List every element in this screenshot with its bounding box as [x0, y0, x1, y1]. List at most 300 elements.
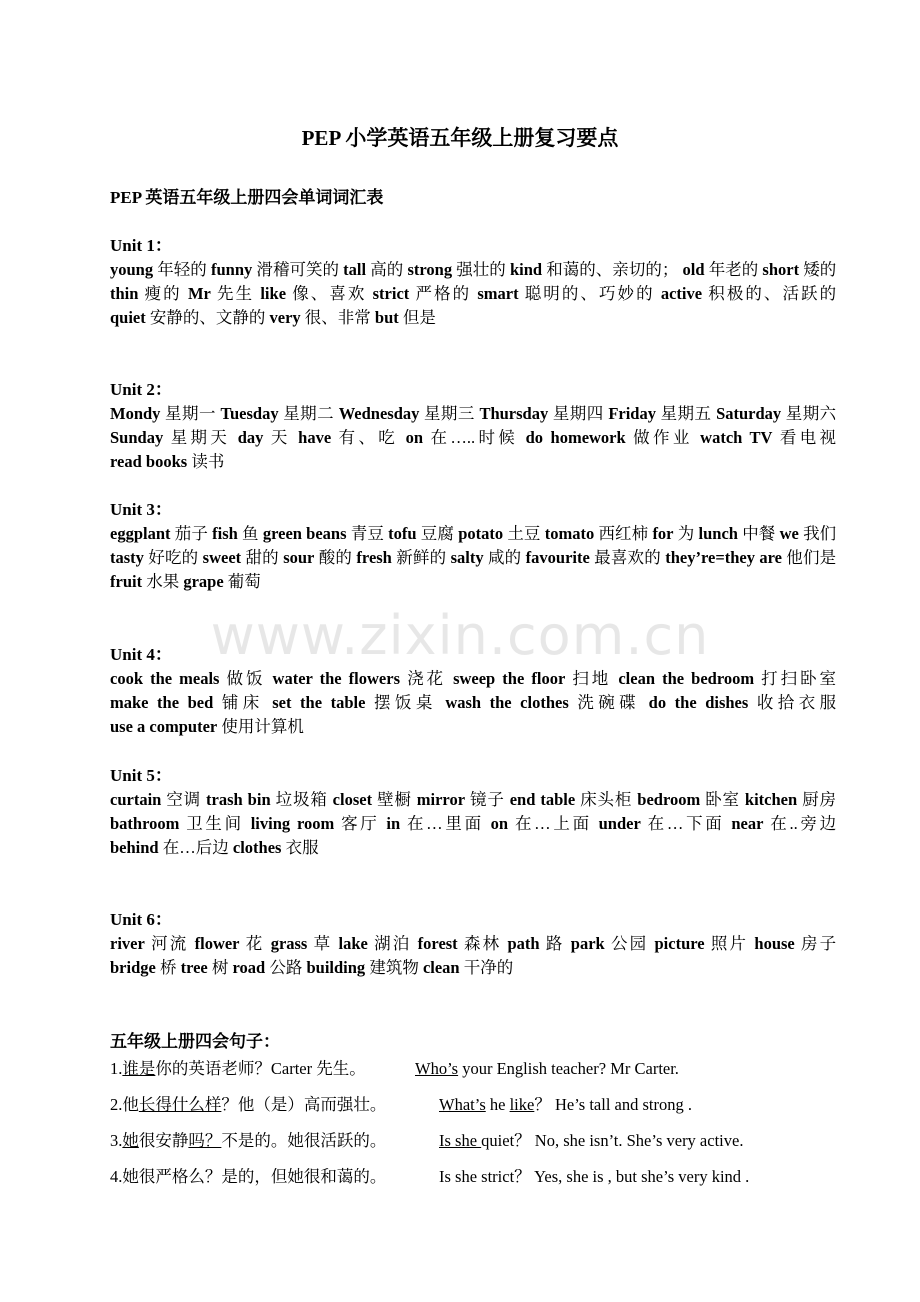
vocab-english: lake — [338, 934, 368, 953]
vocab-entry — [272, 693, 437, 712]
unit-heading: Unit 3： — [110, 500, 172, 519]
vocab-english: bedroom — [637, 790, 701, 809]
vocab-entry — [618, 669, 836, 688]
vocab-english: near — [731, 814, 764, 834]
vocab-english: Thursday — [479, 404, 549, 423]
vocab-chinese: 桥 — [159, 958, 177, 978]
vocab-english: funny — [210, 260, 253, 279]
vocab-english: building — [306, 958, 366, 978]
vocab-english: Tuesday — [220, 404, 279, 423]
vocab-chinese: 为 — [677, 524, 695, 543]
vocab-chinese: 葡萄 — [227, 572, 261, 592]
vocab-entry — [110, 428, 230, 447]
sentence-fragment: 谁是 — [122, 1059, 156, 1078]
vocab-chinese: 做饭 — [226, 669, 266, 688]
vocab-chinese: 房子 — [801, 934, 837, 953]
unit-heading: Unit 5： — [110, 766, 172, 785]
vocab-english: curtain — [110, 790, 162, 809]
vocab-english: tomato — [544, 524, 595, 543]
vocab-chinese: 空调 — [166, 790, 202, 809]
vocab-chinese: 星期四 — [552, 404, 604, 423]
vocab-english: but — [374, 308, 399, 328]
vocab-english: eggplant — [110, 524, 171, 543]
vocab-entry — [526, 548, 661, 567]
vocab-chinese: 我们 — [803, 524, 837, 543]
vocab-chinese: 路 — [545, 934, 565, 953]
vocab-chinese: 卧室 — [705, 790, 740, 809]
vocab-english: fruit — [110, 572, 143, 592]
vocab-chinese: 矮的 — [803, 260, 837, 279]
document-title: PEP 小学英语五年级上册复习要点 — [301, 126, 619, 150]
vocab-chinese: 严格的 — [415, 284, 472, 304]
vocab-entry — [375, 308, 436, 327]
vocab-chinese: 积极的、活跃的 — [708, 284, 837, 304]
word-list — [110, 258, 836, 331]
sentence-english — [439, 1165, 749, 1189]
vocab-entry — [110, 838, 229, 857]
vocab-entry — [110, 717, 304, 736]
vocab-chinese: 甜的 — [245, 548, 279, 568]
vocab-chinese: 年轻的 — [157, 260, 207, 279]
vocab-chinese: 星期五 — [660, 404, 712, 423]
vocab-chinese: 强壮的 — [456, 260, 506, 279]
vocab-entry — [754, 934, 836, 953]
sentence-english — [439, 1093, 692, 1117]
vocab-english: tall — [343, 260, 367, 279]
vocab-english: forest — [417, 934, 458, 953]
vocab-entry — [599, 814, 725, 833]
vocab-chinese: 星期一 — [165, 404, 216, 423]
vocab-english: tofu — [388, 524, 417, 543]
vocab-english: old — [682, 260, 705, 279]
vocab-english: salty — [450, 548, 484, 568]
vocab-english: sweep the floor — [453, 669, 566, 688]
vocab-entry — [745, 790, 836, 809]
vocab-chinese: 青豆 — [350, 524, 384, 543]
vocab-english: watch TV — [700, 428, 773, 448]
vocab-entry — [406, 428, 519, 447]
vocab-english: Mondy — [110, 404, 161, 423]
sentence-fragment: quiet？ No, she isn’t. She’s very active. — [481, 1131, 744, 1150]
vocab-entry — [273, 669, 446, 688]
vocab-entry — [110, 452, 224, 471]
vocab-entry — [211, 260, 339, 279]
word-list — [110, 522, 836, 595]
vocab-chinese: 床头柜 — [580, 790, 633, 809]
vocab-english: active — [660, 284, 703, 304]
word-list — [110, 667, 836, 740]
vocab-english: day — [237, 428, 264, 448]
sentence-fragment: What’s — [439, 1095, 486, 1114]
vocab-entry — [453, 669, 611, 688]
word-list — [110, 402, 836, 475]
vocab-entry — [445, 693, 640, 712]
vocab-entry — [238, 428, 291, 447]
vocab-chinese: 厨房 — [802, 790, 837, 809]
sentence-fragment: Is she — [439, 1131, 482, 1150]
vocab-entry — [110, 958, 176, 977]
vocab-english: grass — [270, 934, 308, 953]
sentence-row — [110, 1129, 870, 1165]
vocab-english: green beans — [262, 524, 347, 543]
sentence-chinese — [110, 1093, 386, 1117]
vocab-english: closet — [332, 790, 373, 809]
sentence-fragment: 很安静 — [138, 1131, 189, 1150]
vocab-entry — [491, 814, 592, 833]
vocab-english: clothes — [232, 838, 282, 858]
vocab-english: fresh — [356, 548, 392, 568]
vocab-chinese: 有、吃 — [338, 428, 399, 448]
vocab-entry — [343, 260, 403, 279]
vocab-chinese: 土豆 — [507, 524, 541, 543]
unit-heading: Unit 4： — [110, 645, 172, 664]
sentence-row — [110, 1165, 870, 1201]
vocab-chinese: 花 — [245, 934, 265, 953]
vocab-entry — [298, 428, 398, 447]
vocab-chinese: 铺床 — [221, 693, 264, 713]
vocab-entry — [221, 404, 335, 423]
vocab-english: end table — [509, 790, 576, 809]
vocab-english: Saturday — [716, 404, 782, 423]
vocab-chinese: 滑稽可笑的 — [256, 260, 340, 279]
unit-heading: Unit 6： — [110, 910, 172, 929]
vocab-english: do homework — [525, 428, 626, 448]
vocab-entry — [418, 934, 502, 953]
vocab-english: Friday — [608, 404, 656, 423]
vocab-entry — [333, 790, 412, 809]
vocab-chinese: 很、非常 — [304, 308, 371, 328]
vocab-chinese: 聪明的、巧妙的 — [524, 284, 655, 304]
vocab-chinese: 星期三 — [423, 404, 475, 423]
sentence-fragment: like — [509, 1095, 535, 1114]
vocab-chinese: 在…里面 — [406, 814, 484, 834]
sentence-fragment: 吗？ — [188, 1131, 222, 1150]
vocab-entry — [637, 790, 740, 809]
vocab-entry — [212, 524, 259, 543]
vocab-chinese: 先生 — [217, 284, 255, 304]
sentence-chinese — [110, 1165, 386, 1189]
vocab-english: fish — [212, 524, 238, 543]
vocab-entry — [700, 428, 836, 447]
vocab-entry — [571, 934, 648, 953]
sentence-fragment: Is she strict？ Yes, she is , but she’s very kind . — [439, 1167, 750, 1186]
vocab-entry — [110, 284, 182, 303]
vocab-chinese: 公园 — [610, 934, 649, 953]
vocab-entry — [699, 524, 776, 543]
vocab-chinese: 像、喜欢 — [292, 284, 367, 304]
vocab-chinese: 水果 — [146, 572, 180, 592]
vocab-section-title: PEP 英语五年级上册四会单词词汇表 — [110, 188, 384, 207]
vocab-entry — [271, 934, 333, 953]
unit-1 — [110, 234, 836, 331]
sentence-chinese — [110, 1129, 386, 1153]
unit-4 — [110, 643, 836, 740]
unit-3 — [110, 498, 836, 595]
vocab-entry — [183, 572, 260, 591]
word-list — [110, 788, 836, 861]
vocab-english: river — [110, 934, 145, 953]
vocab-chinese: 做作业 — [633, 428, 693, 448]
vocab-entry — [510, 790, 633, 809]
vocab-english: short — [762, 260, 800, 279]
unit-2 — [110, 378, 836, 475]
vocab-english: on — [405, 428, 424, 448]
vocab-english: clean — [422, 958, 460, 978]
vocab-chinese: 读书 — [191, 452, 225, 472]
vocab-english: we — [779, 524, 799, 543]
vocab-chinese: 但是 — [402, 308, 436, 328]
vocab-entry — [507, 934, 564, 953]
vocab-entry — [731, 814, 836, 833]
vocab-english: sour — [283, 548, 315, 568]
sentence-fragment: your English teacher? Mr Carter. — [458, 1059, 679, 1078]
vocab-entry — [203, 548, 279, 567]
vocab-chinese: 洗碗碟 — [577, 693, 641, 713]
sentence-fragment: ？ He’s tall and strong . — [534, 1095, 692, 1114]
vocab-chinese: 收拾衣服 — [756, 693, 837, 713]
vocab-english: flower — [194, 934, 240, 953]
vocab-chinese: 湖泊 — [374, 934, 412, 953]
vocab-chinese: 咸的 — [487, 548, 522, 568]
vocab-entry — [423, 958, 513, 977]
vocab-entry — [110, 934, 188, 953]
vocab-chinese: 照片 — [710, 934, 749, 953]
vocab-chinese: 在..旁边 — [770, 814, 837, 834]
vocab-chinese: 干净的 — [463, 958, 514, 978]
vocab-chinese: 打扫卧室 — [761, 669, 837, 688]
vocab-chinese: 在…后边 — [162, 838, 229, 858]
vocab-english: kitchen — [744, 790, 798, 809]
word-list — [110, 932, 836, 980]
vocab-chinese: 在…下面 — [647, 814, 725, 834]
vocab-english: Mr — [187, 284, 211, 304]
vocab-entry — [339, 404, 475, 423]
vocab-entry — [386, 814, 483, 833]
sentence-fragment: 她 — [122, 1131, 139, 1150]
vocab-english: young — [110, 260, 154, 279]
vocab-entry — [649, 693, 836, 712]
vocab-entry — [110, 693, 264, 712]
vocab-chinese: 他们是 — [786, 548, 837, 568]
vocab-entry — [110, 260, 207, 279]
vocab-chinese: 浇花 — [407, 669, 446, 688]
vocab-chinese: 河流 — [151, 934, 189, 953]
vocab-english: thin — [110, 284, 139, 304]
vocab-chinese: 客厅 — [341, 814, 380, 834]
vocab-entry — [661, 284, 836, 303]
vocab-english: very — [269, 308, 301, 328]
vocab-chinese: 公路 — [269, 958, 303, 978]
vocab-entry — [339, 934, 412, 953]
vocab-chinese: 年老的 — [708, 260, 759, 279]
vocab-chinese: 在…上面 — [514, 814, 592, 834]
vocab-entry — [477, 284, 654, 303]
vocab-entry — [181, 958, 229, 977]
vocab-entry — [283, 548, 352, 567]
vocab-english: clean the bedroom — [618, 669, 755, 688]
unit-heading: Unit 2： — [110, 380, 172, 399]
sentence-fragment: 2.他 — [110, 1095, 139, 1114]
vocab-chinese: 好吃的 — [148, 548, 199, 568]
vocab-english: smart — [477, 284, 519, 304]
vocab-english: behind — [110, 838, 159, 858]
vocab-entry — [251, 814, 380, 833]
vocab-chinese: 扫地 — [572, 669, 612, 688]
sentence-fragment: 4.她很严格么？是的，但她很和蔼的。 — [110, 1167, 387, 1186]
vocab-chinese: 卫生间 — [186, 814, 244, 834]
vocab-chinese: 豆腐 — [420, 524, 454, 543]
vocab-entry — [780, 524, 837, 543]
vocab-english: for — [652, 524, 674, 543]
vocab-entry — [188, 284, 254, 303]
vocab-chinese: 中餐 — [742, 524, 776, 543]
vocab-entry — [655, 934, 749, 953]
vocab-english: bridge — [110, 958, 156, 978]
vocab-chinese: 衣服 — [285, 838, 319, 858]
vocab-chinese: 和蔼的、亲切的； — [546, 260, 679, 279]
vocab-english: potato — [458, 524, 504, 543]
vocab-english: road — [232, 958, 266, 978]
vocab-entry — [306, 958, 418, 977]
vocab-english: do the dishes — [648, 693, 749, 713]
vocab-entry — [417, 790, 505, 809]
vocab-chinese: 鱼 — [242, 524, 259, 543]
sentence-fragment: 长得什么样 — [138, 1095, 222, 1114]
vocab-entry — [206, 790, 328, 809]
vocab-chinese: 使用计算机 — [221, 717, 304, 737]
vocab-entry — [110, 814, 244, 833]
vocab-entry — [260, 284, 366, 303]
vocab-entry — [545, 524, 648, 543]
vocab-entry — [110, 669, 265, 688]
vocab-entry — [233, 838, 319, 857]
vocab-english: house — [754, 934, 795, 953]
vocab-chinese: 星期二 — [283, 404, 335, 423]
unit-heading: Unit 1： — [110, 236, 172, 255]
vocab-english: grape — [183, 572, 224, 592]
vocab-chinese: 高的 — [370, 260, 404, 279]
vocab-chinese: 镜子 — [470, 790, 505, 809]
unit-5 — [110, 764, 836, 861]
sentence-english — [415, 1057, 679, 1081]
vocab-english: they’re=they are — [665, 548, 782, 568]
sentence-fragment: he — [485, 1095, 510, 1114]
vocab-entry — [110, 404, 216, 423]
vocab-chinese: 森林 — [463, 934, 502, 953]
vocab-english: bathroom — [110, 814, 180, 834]
vocab-english: in — [386, 814, 401, 834]
sentence-chinese — [110, 1057, 366, 1081]
vocab-entry — [373, 284, 472, 303]
vocab-entry — [110, 308, 265, 327]
vocab-entry — [110, 524, 208, 543]
vocab-english: like — [260, 284, 287, 304]
vocab-chinese: 酸的 — [318, 548, 353, 568]
vocab-english: water the flowers — [272, 669, 400, 688]
vocab-english: set the table — [272, 693, 366, 713]
vocab-entry — [458, 524, 540, 543]
vocab-chinese: 在…..时候 — [430, 428, 519, 448]
vocab-entry — [233, 958, 303, 977]
unit-6 — [110, 908, 836, 980]
vocab-english: use a computer — [110, 717, 218, 737]
vocab-entry — [388, 524, 454, 543]
vocab-entry — [683, 260, 759, 279]
sentence-row — [110, 1057, 870, 1093]
sentence-fragment: Who’s — [415, 1059, 459, 1078]
watermark: www.zixin.com.cn — [210, 604, 710, 667]
vocab-english: wash the clothes — [445, 693, 569, 713]
vocab-entry — [407, 260, 505, 279]
vocab-english: trash bin — [206, 790, 271, 809]
vocab-chinese: 壁橱 — [377, 790, 412, 809]
vocab-chinese: 天 — [270, 428, 291, 448]
sentence-fragment: ？他（是）高而强壮。 — [221, 1095, 387, 1114]
vocab-english: lunch — [698, 524, 738, 543]
vocab-entry — [356, 548, 446, 567]
vocab-chinese: 茄子 — [174, 524, 208, 543]
vocab-entry — [608, 404, 711, 423]
vocab-chinese: 垃圾箱 — [275, 790, 328, 809]
vocab-entry — [270, 308, 371, 327]
vocab-english: cook the meals — [110, 669, 220, 688]
vocab-entry — [652, 524, 694, 543]
vocab-chinese: 草 — [313, 934, 333, 953]
vocab-english: path — [507, 934, 540, 953]
vocab-english: Wednesday — [338, 404, 420, 423]
vocab-english: strong — [407, 260, 453, 279]
vocab-entry — [110, 790, 201, 809]
vocab-english: quiet — [110, 308, 146, 328]
vocab-chinese: 西红柿 — [598, 524, 649, 543]
vocab-english: make the bed — [110, 693, 214, 713]
vocab-english: have — [298, 428, 332, 448]
vocab-entry — [195, 934, 265, 953]
vocab-chinese: 安静的、文静的 — [149, 308, 266, 328]
vocab-english: picture — [654, 934, 705, 953]
vocab-english: park — [570, 934, 605, 953]
sentence-fragment: 你的英语老师？Carter 先生。 — [155, 1059, 366, 1078]
vocab-entry — [762, 260, 836, 279]
vocab-english: favourite — [525, 548, 590, 568]
vocab-chinese: 看电视 — [779, 428, 837, 448]
sentence-fragment: 不是的。她很活跃的。 — [221, 1131, 387, 1150]
sentences-section-title: 五年级上册四会句子： — [110, 1032, 280, 1051]
vocab-chinese: 摆饭桌 — [373, 693, 437, 713]
vocab-entry — [479, 404, 603, 423]
sentence-fragment: 3. — [110, 1131, 123, 1150]
vocab-english: tree — [180, 958, 208, 978]
vocab-chinese: 新鲜的 — [396, 548, 447, 568]
vocab-english: under — [598, 814, 641, 834]
vocab-entry — [716, 404, 836, 423]
vocab-chinese: 星期六 — [785, 404, 837, 423]
vocab-english: Sunday — [110, 428, 164, 448]
vocab-english: kind — [509, 260, 543, 279]
vocab-chinese: 瘦的 — [144, 284, 182, 304]
vocab-entry — [263, 524, 384, 543]
vocab-english: sweet — [202, 548, 242, 568]
vocab-entry — [510, 260, 678, 279]
vocab-entry — [110, 572, 179, 591]
vocab-chinese: 星期天 — [170, 428, 231, 448]
sentence-row — [110, 1093, 870, 1129]
sentence-english — [439, 1129, 743, 1153]
vocab-english: living room — [250, 814, 335, 834]
vocab-english: strict — [372, 284, 410, 304]
vocab-entry — [526, 428, 693, 447]
sentence-list — [110, 1057, 870, 1201]
